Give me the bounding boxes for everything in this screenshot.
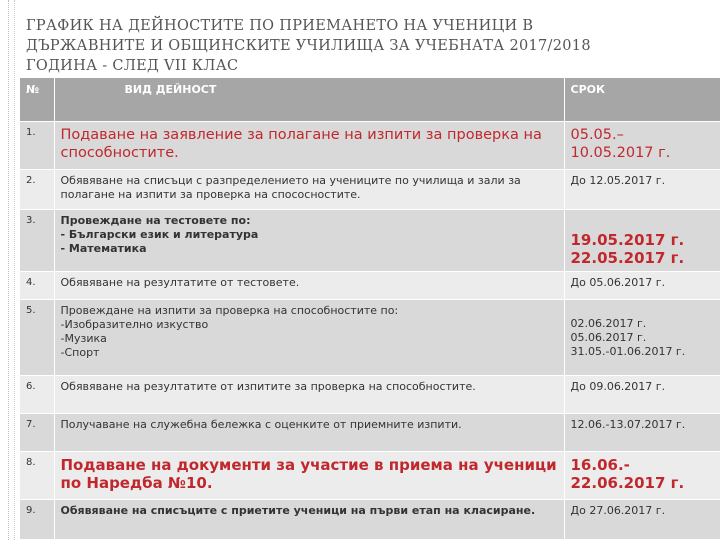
- table-row: [20, 414, 720, 452]
- row-number: 2.: [20, 170, 54, 210]
- header-term: СРОК: [564, 78, 720, 122]
- row-number: 7.: [20, 414, 54, 452]
- row-number: 4.: [20, 272, 54, 300]
- header-activity-label: ВИД ДЕЙНОСТ: [124, 83, 217, 96]
- row-term: 05.05.– 10.05.2017 г.: [564, 122, 720, 170]
- row-number: 6.: [20, 376, 54, 414]
- row-activity: Обявяване на резултатите от изпитите за проверка на способностите.: [54, 376, 564, 414]
- schedule-table: [20, 78, 720, 540]
- row-activity: Получаване на служебна бележка с оценките от приемните изпити.: [54, 414, 564, 452]
- table-row: [20, 170, 720, 210]
- row-term: 19.05.2017 г. 22.05.2017 г.: [564, 210, 720, 272]
- table-row: [20, 452, 720, 500]
- header-activity: [54, 78, 564, 122]
- row-term: До 05.06.2017 г.: [564, 272, 720, 300]
- table-row: [20, 210, 720, 272]
- decorative-dotted-line: [8, 0, 9, 540]
- row-term: 12.06.-13.07.2017 г.: [564, 414, 720, 452]
- row-activity: Провеждане на тестовете по: - Български език и литература - Математика: [54, 210, 564, 272]
- page-title: ГРАФИК НА ДЕЙНОСТИТЕ ПО ПРИЕМАНЕТО НА УЧЕНИЦИ В ДЪРЖАВНИТЕ И ОБЩИНСКИТЕ УЧИЛИЩА ЗА УЧЕБНАТА 2017/2018 ГОДИНА - СЛЕД VII КЛАС: [26, 18, 591, 74]
- row-number: 5.: [20, 300, 54, 376]
- table-row: [20, 300, 720, 376]
- row-term: До 12.05.2017 г.: [564, 170, 720, 210]
- row-number: 1.: [20, 122, 54, 170]
- row-number: 9.: [20, 500, 54, 540]
- table-row: [20, 376, 720, 414]
- row-activity: Обявяване на списъци с разпределението на учениците по училища и зали за полагане на изпити за проверка на спососностите.: [54, 170, 564, 210]
- row-activity: Подаване на документи за участие в приема на ученици по Наредба №10.: [54, 452, 564, 500]
- row-term: До 09.06.2017 г.: [564, 376, 720, 414]
- row-number: 3.: [20, 210, 54, 272]
- header-number: №: [20, 78, 54, 122]
- row-activity: Провеждане на изпити за проверка на способностите по: -Изобразително изкуство -Музика -Спорт: [54, 300, 564, 376]
- table-row: [20, 122, 720, 170]
- row-activity: Обявяване на списъците с приетите ученици на първи етап на класиране.: [54, 500, 564, 540]
- row-term: 16.06.- 22.06.2017 г.: [564, 452, 720, 500]
- row-activity: Подаване на заявление за полагане на изпити за проверка на способностите.: [54, 122, 564, 170]
- table-row: [20, 500, 720, 540]
- row-number: 8.: [20, 452, 54, 500]
- decorative-dotted-line: [14, 0, 15, 540]
- table-header-row: [20, 78, 720, 122]
- row-term: До 27.06.2017 г.: [564, 500, 720, 540]
- row-activity: Обявяване на резултатите от тестовете.: [54, 272, 564, 300]
- table-row: [20, 272, 720, 300]
- row-term: 02.06.2017 г. 05.06.2017 г. 31.05.-01.06.2017 г.: [564, 300, 720, 376]
